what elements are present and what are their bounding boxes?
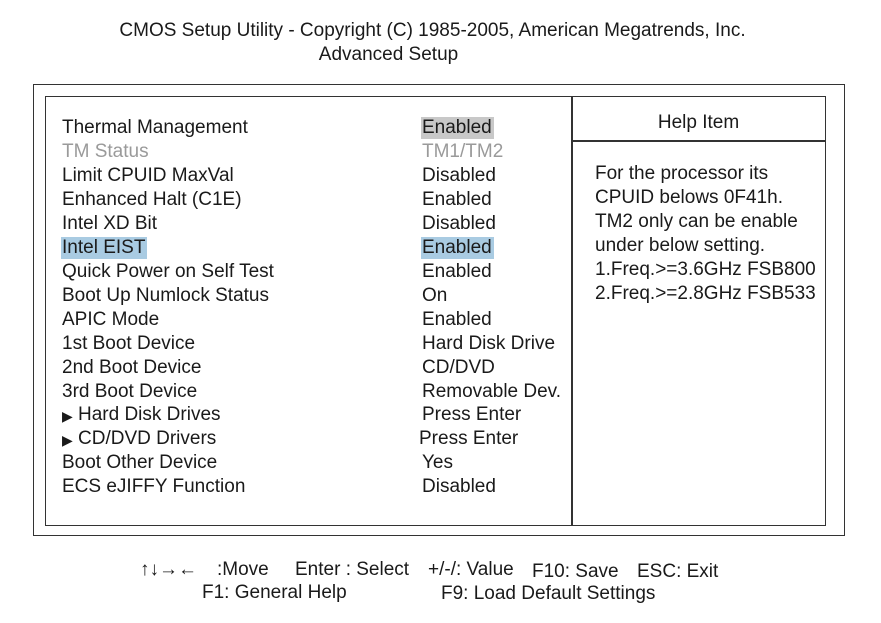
setting-value[interactable]: Disabled — [422, 165, 496, 186]
setting-value[interactable]: Disabled — [422, 213, 496, 234]
setting-row[interactable] — [0, 117, 571, 141]
setting-row[interactable] — [0, 213, 571, 237]
window-title: CMOS Setup Utility - Copyright (C) 1985-2005, American Megatrends, Inc. — [119, 20, 746, 41]
footer-defaults: F9: Load Default Settings — [441, 583, 656, 604]
setting-row[interactable] — [0, 189, 571, 213]
setting-value[interactable]: Enabled — [422, 117, 492, 138]
setting-label: Enhanced Halt (C1E) — [62, 189, 242, 210]
setting-row[interactable] — [0, 476, 571, 500]
setting-label: 1st Boot Device — [62, 333, 196, 354]
setting-row[interactable] — [0, 381, 571, 405]
setting-label: TM Status — [62, 141, 149, 162]
setting-label: Limit CPUID MaxVal — [62, 165, 234, 186]
setting-label: Intel EIST — [62, 237, 146, 258]
help-title: Help Item — [657, 112, 740, 133]
setting-row[interactable] — [0, 452, 571, 476]
footer-move: :Move — [217, 559, 269, 580]
footer-save: F10: Save — [532, 561, 619, 582]
help-line: CPUID belows 0F41h. — [595, 187, 783, 208]
setting-row[interactable] — [0, 357, 571, 381]
setting-value[interactable]: Yes — [422, 452, 453, 473]
setting-row[interactable] — [0, 404, 571, 428]
setting-label: Quick Power on Self Test — [62, 261, 274, 282]
setting-label: 3rd Boot Device — [62, 381, 198, 402]
setting-row — [0, 141, 571, 165]
setting-label: ECS eJIFFY Function — [62, 476, 246, 497]
help-line: 2.Freq.>=2.8GHz FSB533 — [595, 283, 816, 304]
setting-value[interactable]: On — [422, 285, 448, 306]
help-text — [595, 162, 821, 306]
help-line: 1.Freq.>=3.6GHz FSB800 — [595, 259, 816, 280]
setting-label: Thermal Management — [62, 117, 248, 138]
footer-value: +/-/: Value — [428, 559, 514, 580]
setting-row[interactable] — [0, 333, 571, 357]
setting-label: 2nd Boot Device — [62, 357, 202, 378]
setting-row[interactable] — [0, 285, 571, 309]
setting-value[interactable]: Enabled — [422, 189, 492, 210]
arrow-keys-icon: ↑↓→← — [140, 559, 197, 580]
setting-value[interactable]: Enabled — [422, 309, 492, 330]
setting-label: Boot Other Device — [62, 452, 218, 473]
setting-value[interactable]: Enabled — [422, 237, 492, 258]
help-line: under below setting. — [595, 235, 766, 256]
setting-label: CD/DVD Drivers — [78, 428, 217, 449]
footer-exit: ESC: Exit — [637, 561, 719, 582]
footer-help: F1: General Help — [202, 582, 347, 603]
setting-value[interactable]: CD/DVD — [422, 357, 495, 378]
setting-value[interactable]: Removable Dev. — [422, 381, 562, 402]
setting-value[interactable]: Hard Disk Drive — [422, 333, 556, 354]
setting-row[interactable] — [0, 237, 571, 261]
submenu-triangle-icon: ▶ — [62, 408, 73, 424]
setting-label: Hard Disk Drives — [78, 404, 221, 425]
setting-value[interactable]: Press Enter — [422, 404, 522, 425]
setting-value[interactable]: Disabled — [422, 476, 496, 497]
setting-label: Intel XD Bit — [62, 213, 158, 234]
setting-value: TM1/TM2 — [422, 141, 504, 162]
panel-divider — [571, 97, 573, 525]
setting-row[interactable] — [0, 309, 571, 333]
setting-row[interactable] — [0, 428, 571, 452]
setting-value[interactable]: Press Enter — [419, 428, 519, 449]
page-title: Advanced Setup — [318, 44, 459, 65]
setting-label: Boot Up Numlock Status — [62, 285, 269, 306]
setting-value[interactable]: Enabled — [422, 261, 492, 282]
footer-select: Enter : Select — [295, 559, 410, 580]
help-line: TM2 only can be enable — [595, 211, 798, 232]
setting-row[interactable] — [0, 165, 571, 189]
setting-row[interactable] — [0, 261, 571, 285]
submenu-triangle-icon: ▶ — [62, 432, 73, 448]
help-line: For the processor its — [595, 163, 769, 184]
setting-label: APIC Mode — [62, 309, 160, 330]
help-title-rule — [572, 140, 825, 142]
